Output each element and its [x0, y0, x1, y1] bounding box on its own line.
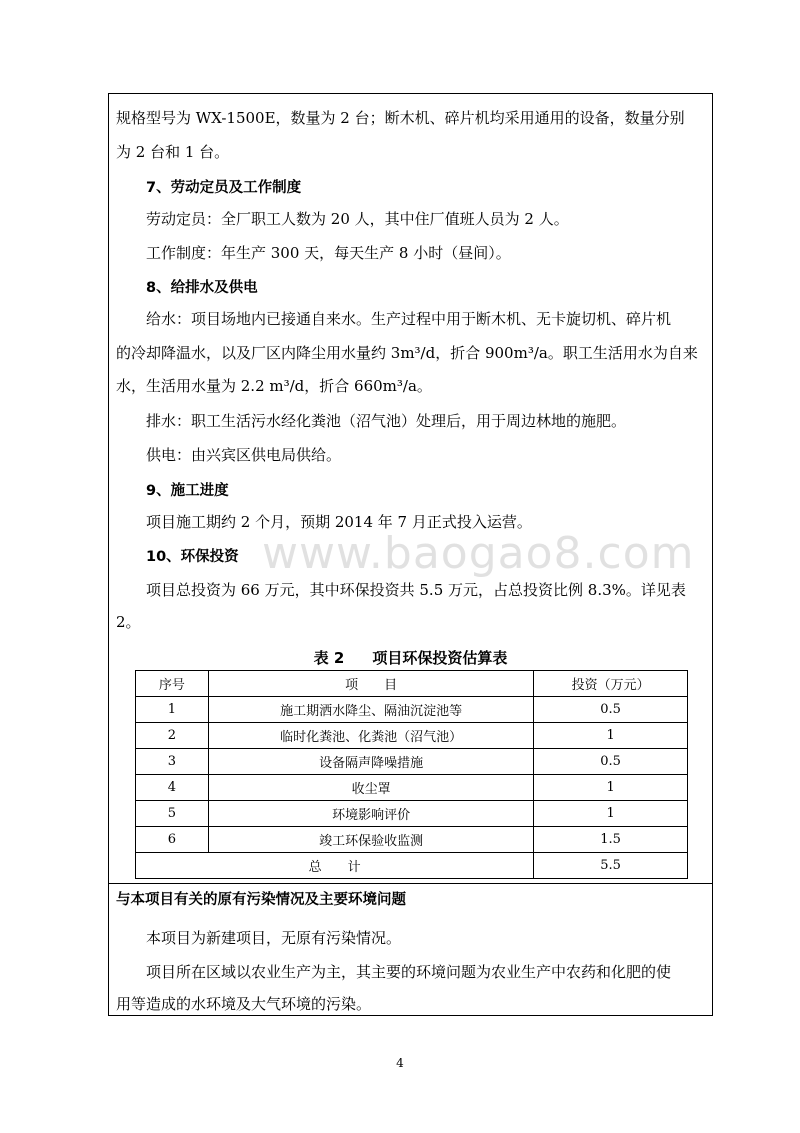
- cell-item: 施工期洒水降尘、隔油沉淀池等: [208, 697, 533, 723]
- paragraph-line: 本项目为新建项目，无原有污染情况。: [146, 929, 402, 947]
- paragraph-line: 工作制度：年生产 300 天，每天生产 8 小时（昼间）。: [146, 244, 511, 262]
- paragraph-line: 排水：职工生活污水经化粪池（沼气池）处理后，用于周边林地的施肥。: [146, 412, 627, 430]
- section-title: 与本项目有关的原有污染情况及主要环境问题: [116, 892, 406, 908]
- header-investment: 投资（万元）: [534, 671, 688, 697]
- cell-investment: 0.5: [534, 697, 688, 723]
- cell-investment: 1: [534, 775, 688, 801]
- watermark: www.baogao8.com: [262, 528, 695, 579]
- header-item: 项 目: [208, 671, 533, 697]
- table-row: [136, 827, 688, 853]
- table-caption: [108, 647, 713, 668]
- table-row: [136, 723, 688, 749]
- cell-seq: 2: [136, 723, 209, 749]
- cell-item: 收尘罩: [208, 775, 533, 801]
- cell-seq: 1: [136, 697, 209, 723]
- table-total-row: [136, 853, 688, 879]
- header-seq: 序号: [136, 671, 209, 697]
- cell-item: 设备隔声降噪措施: [208, 749, 533, 775]
- cell-seq: 5: [136, 801, 209, 827]
- cell-seq: 3: [136, 749, 209, 775]
- table-row: [136, 775, 688, 801]
- table-header-row: [136, 671, 688, 697]
- cell-seq: 6: [136, 827, 209, 853]
- table-row: [136, 801, 688, 827]
- cell-seq: 4: [136, 775, 209, 801]
- heading-7: 7、劳动定员及工作制度: [146, 180, 302, 196]
- cell-investment: 1: [534, 801, 688, 827]
- cell-item: 临时化粪池、化粪池（沼气池）: [208, 723, 533, 749]
- total-label: 总 计: [136, 853, 534, 879]
- heading-10: 10、环保投资: [146, 549, 239, 565]
- cell-item: 竣工环保验收监测: [208, 827, 533, 853]
- paragraph-line: 的冷却降温水，以及厂区内降尘用水量约 3m³/d，折合 900m³/a。职工生活用水为自来: [116, 344, 698, 362]
- paragraph-line: 规格型号为 WX-1500E，数量为 2 台；断木机、碎片机均采用通用的设备，数量分别: [116, 109, 685, 127]
- paragraph-line: 项目施工期约 2 个月，预期 2014 年 7 月正式投入运营。: [146, 513, 532, 531]
- paragraph-line: 给水：项目场地内已接通自来水。生产过程中用于断木机、无卡旋切机、碎片机: [146, 310, 672, 328]
- table-number: 表 2: [313, 649, 345, 667]
- heading-9: 9、施工进度: [146, 483, 229, 499]
- cell-investment: 1.5: [534, 827, 688, 853]
- paragraph-line: 为 2 台和 1 台。: [116, 143, 230, 161]
- cell-item: 环境影响评价: [208, 801, 533, 827]
- cell-investment: 1: [534, 723, 688, 749]
- paragraph-line: 水，生活用水量为 2.2 m³/d，折合 660m³/a。: [116, 377, 432, 395]
- table-row: [136, 697, 688, 723]
- paragraph-line: 项目所在区域以农业生产为主，其主要的环境问题为农业生产中农药和化肥的使: [146, 963, 672, 981]
- cell-investment: 0.5: [534, 749, 688, 775]
- paragraph-line: 2。: [116, 613, 141, 631]
- page-number: 4: [396, 1056, 404, 1070]
- table-title: 项目环保投资估算表: [372, 649, 508, 667]
- paragraph-line: 劳动定员：全厂职工人数为 20 人，其中住厂值班人员为 2 人。: [146, 210, 569, 228]
- investment-table: [135, 670, 688, 879]
- paragraph-line: 供电：由兴宾区供电局供给。: [146, 446, 342, 464]
- table-row: [136, 749, 688, 775]
- heading-8: 8、给排水及供电: [146, 280, 258, 296]
- total-value: 5.5: [534, 853, 688, 879]
- section-divider: [108, 883, 713, 884]
- paragraph-line: 用等造成的水环境及大气环境的污染。: [116, 995, 372, 1013]
- paragraph-line: 项目总投资为 66 万元，其中环保投资共 5.5 万元，占总投资比例 8.3%。详见表: [146, 581, 686, 599]
